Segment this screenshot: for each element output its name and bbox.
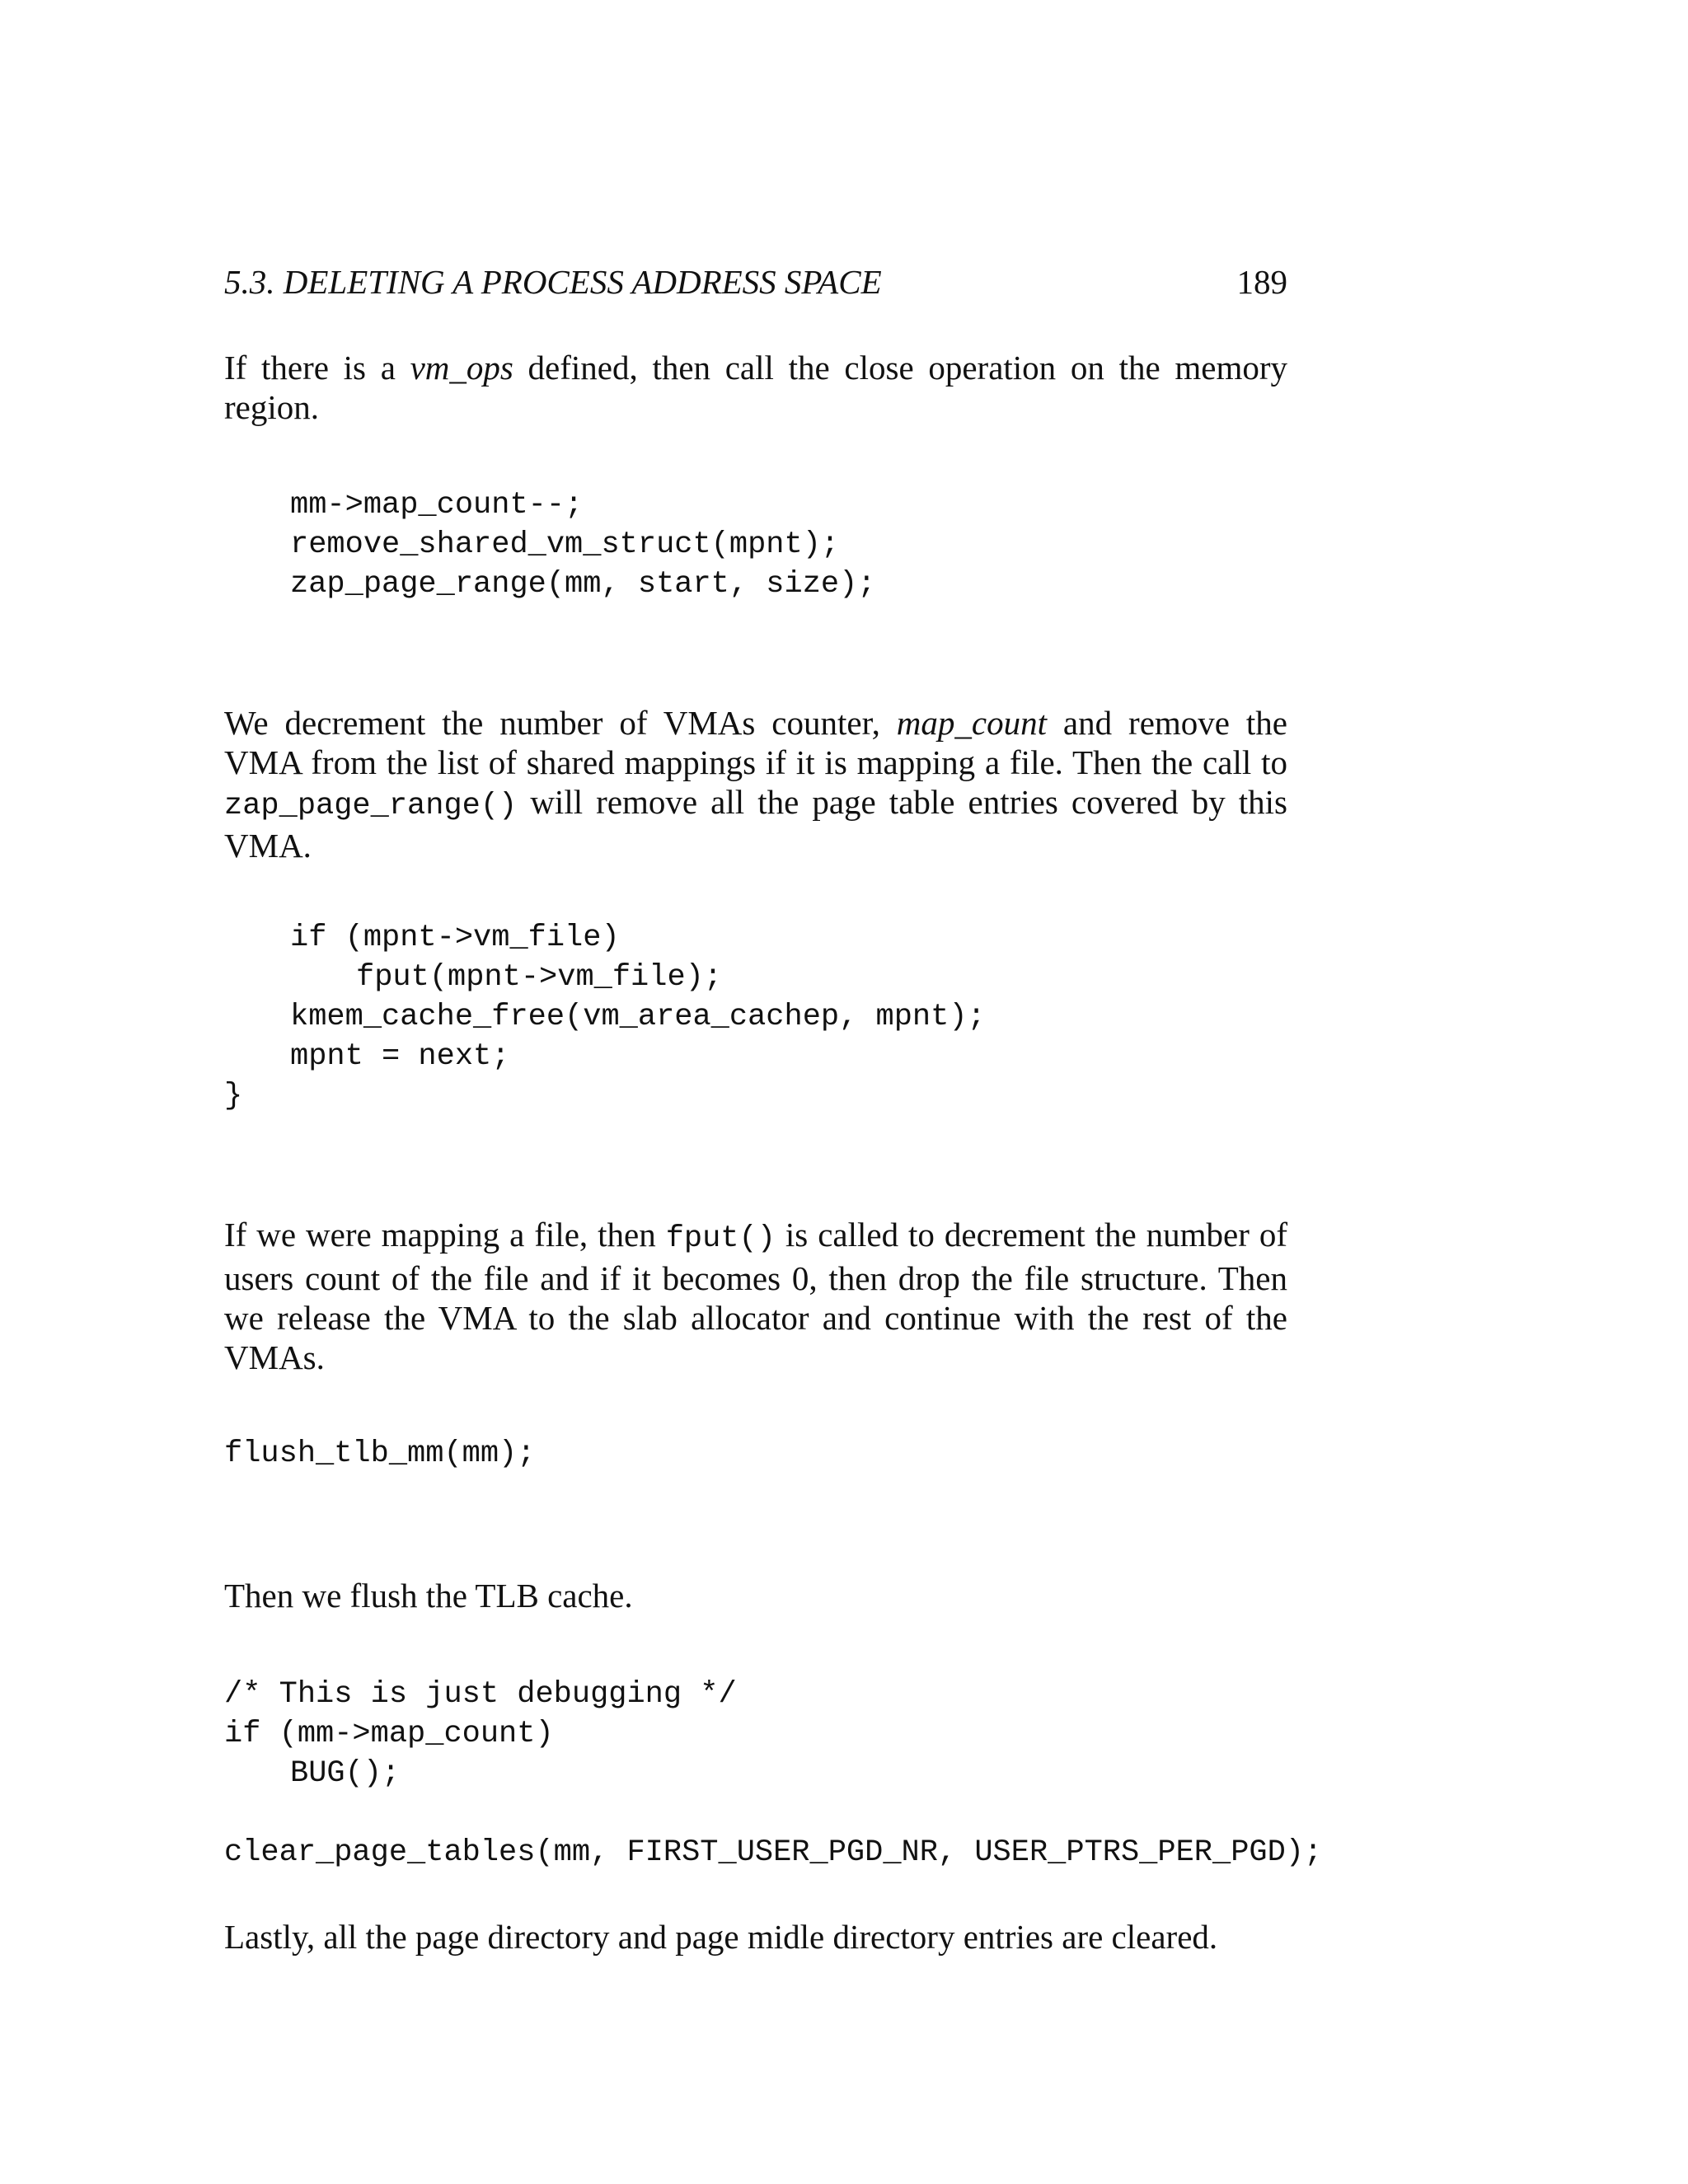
code-line: if (mpnt->vm_file) xyxy=(290,921,620,955)
code-line: /* This is just debugging */ xyxy=(224,1677,737,1712)
para-text: If we were mapping a file, then xyxy=(224,1216,666,1254)
para-text: and remove the VMA from the list of shared mappings if it is mapping a file. Then the call to xyxy=(224,704,1287,781)
paragraph-vm-ops xyxy=(224,348,1287,427)
code-line: flush_tlb_mm(mm); xyxy=(224,1436,536,1471)
code-block-map-count xyxy=(224,485,1378,604)
inline-code: fput() xyxy=(665,1221,776,1256)
paragraph-lastly xyxy=(224,1917,1287,1957)
paragraph-mapping-file xyxy=(224,1215,1287,1377)
paragraph-decrement-vmas xyxy=(224,703,1287,865)
code-block-fput xyxy=(224,918,1378,1116)
paragraph-flush-tlb xyxy=(224,1576,1287,1615)
para-text: Lastly, all the page directory and page midle directory entries are cleared. xyxy=(224,1918,1218,1956)
code-line-blank xyxy=(224,1793,1378,1833)
para-text: Then we flush the TLB cache. xyxy=(224,1577,633,1615)
code-line: kmem_cache_free(vm_area_cachep, mpnt); xyxy=(290,1000,986,1034)
running-header xyxy=(224,262,1287,302)
code-block-debugging xyxy=(224,1675,1378,1872)
para-text: will remove all the page table entries covered by this VMA. xyxy=(224,783,1287,865)
code-line: } xyxy=(224,1079,243,1113)
page-number: 189 xyxy=(1236,263,1287,301)
section-title: 5.3. DELETING A PROCESS ADDRESS SPACE xyxy=(224,263,882,301)
para-text: defined, then call the close operation on the memory region. xyxy=(224,349,1287,426)
para-text: is called to decrement the number of users count of the file and if it becomes 0, then drop the file structure. Then we release the VMA to the slab allocator and continue with the rest of the VMAs. xyxy=(224,1216,1288,1376)
code-line: zap_page_range(mm, start, size); xyxy=(290,567,876,602)
code-line: mm->map_count--; xyxy=(290,488,584,523)
code-line: if (mm->map_count) xyxy=(224,1717,554,1751)
para-emphasis: vm_ops xyxy=(410,349,513,387)
code-line: BUG(); xyxy=(290,1756,401,1791)
para-text: If there is a xyxy=(224,349,410,387)
code-line: mpnt = next; xyxy=(290,1039,510,1074)
code-block-flush-tlb xyxy=(224,1434,1378,1474)
code-line: remove_shared_vm_struct(mpnt); xyxy=(290,527,840,562)
para-emphasis: map_count xyxy=(896,704,1047,742)
inline-code: zap_page_range() xyxy=(224,789,518,823)
code-line: clear_page_tables(mm, FIRST_USER_PGD_NR, USER_PTRS_PER_PGD); xyxy=(224,1835,1323,1870)
code-line: fput(mpnt->vm_file); xyxy=(356,960,723,995)
para-text: We decrement the number of VMAs counter, xyxy=(224,704,897,742)
